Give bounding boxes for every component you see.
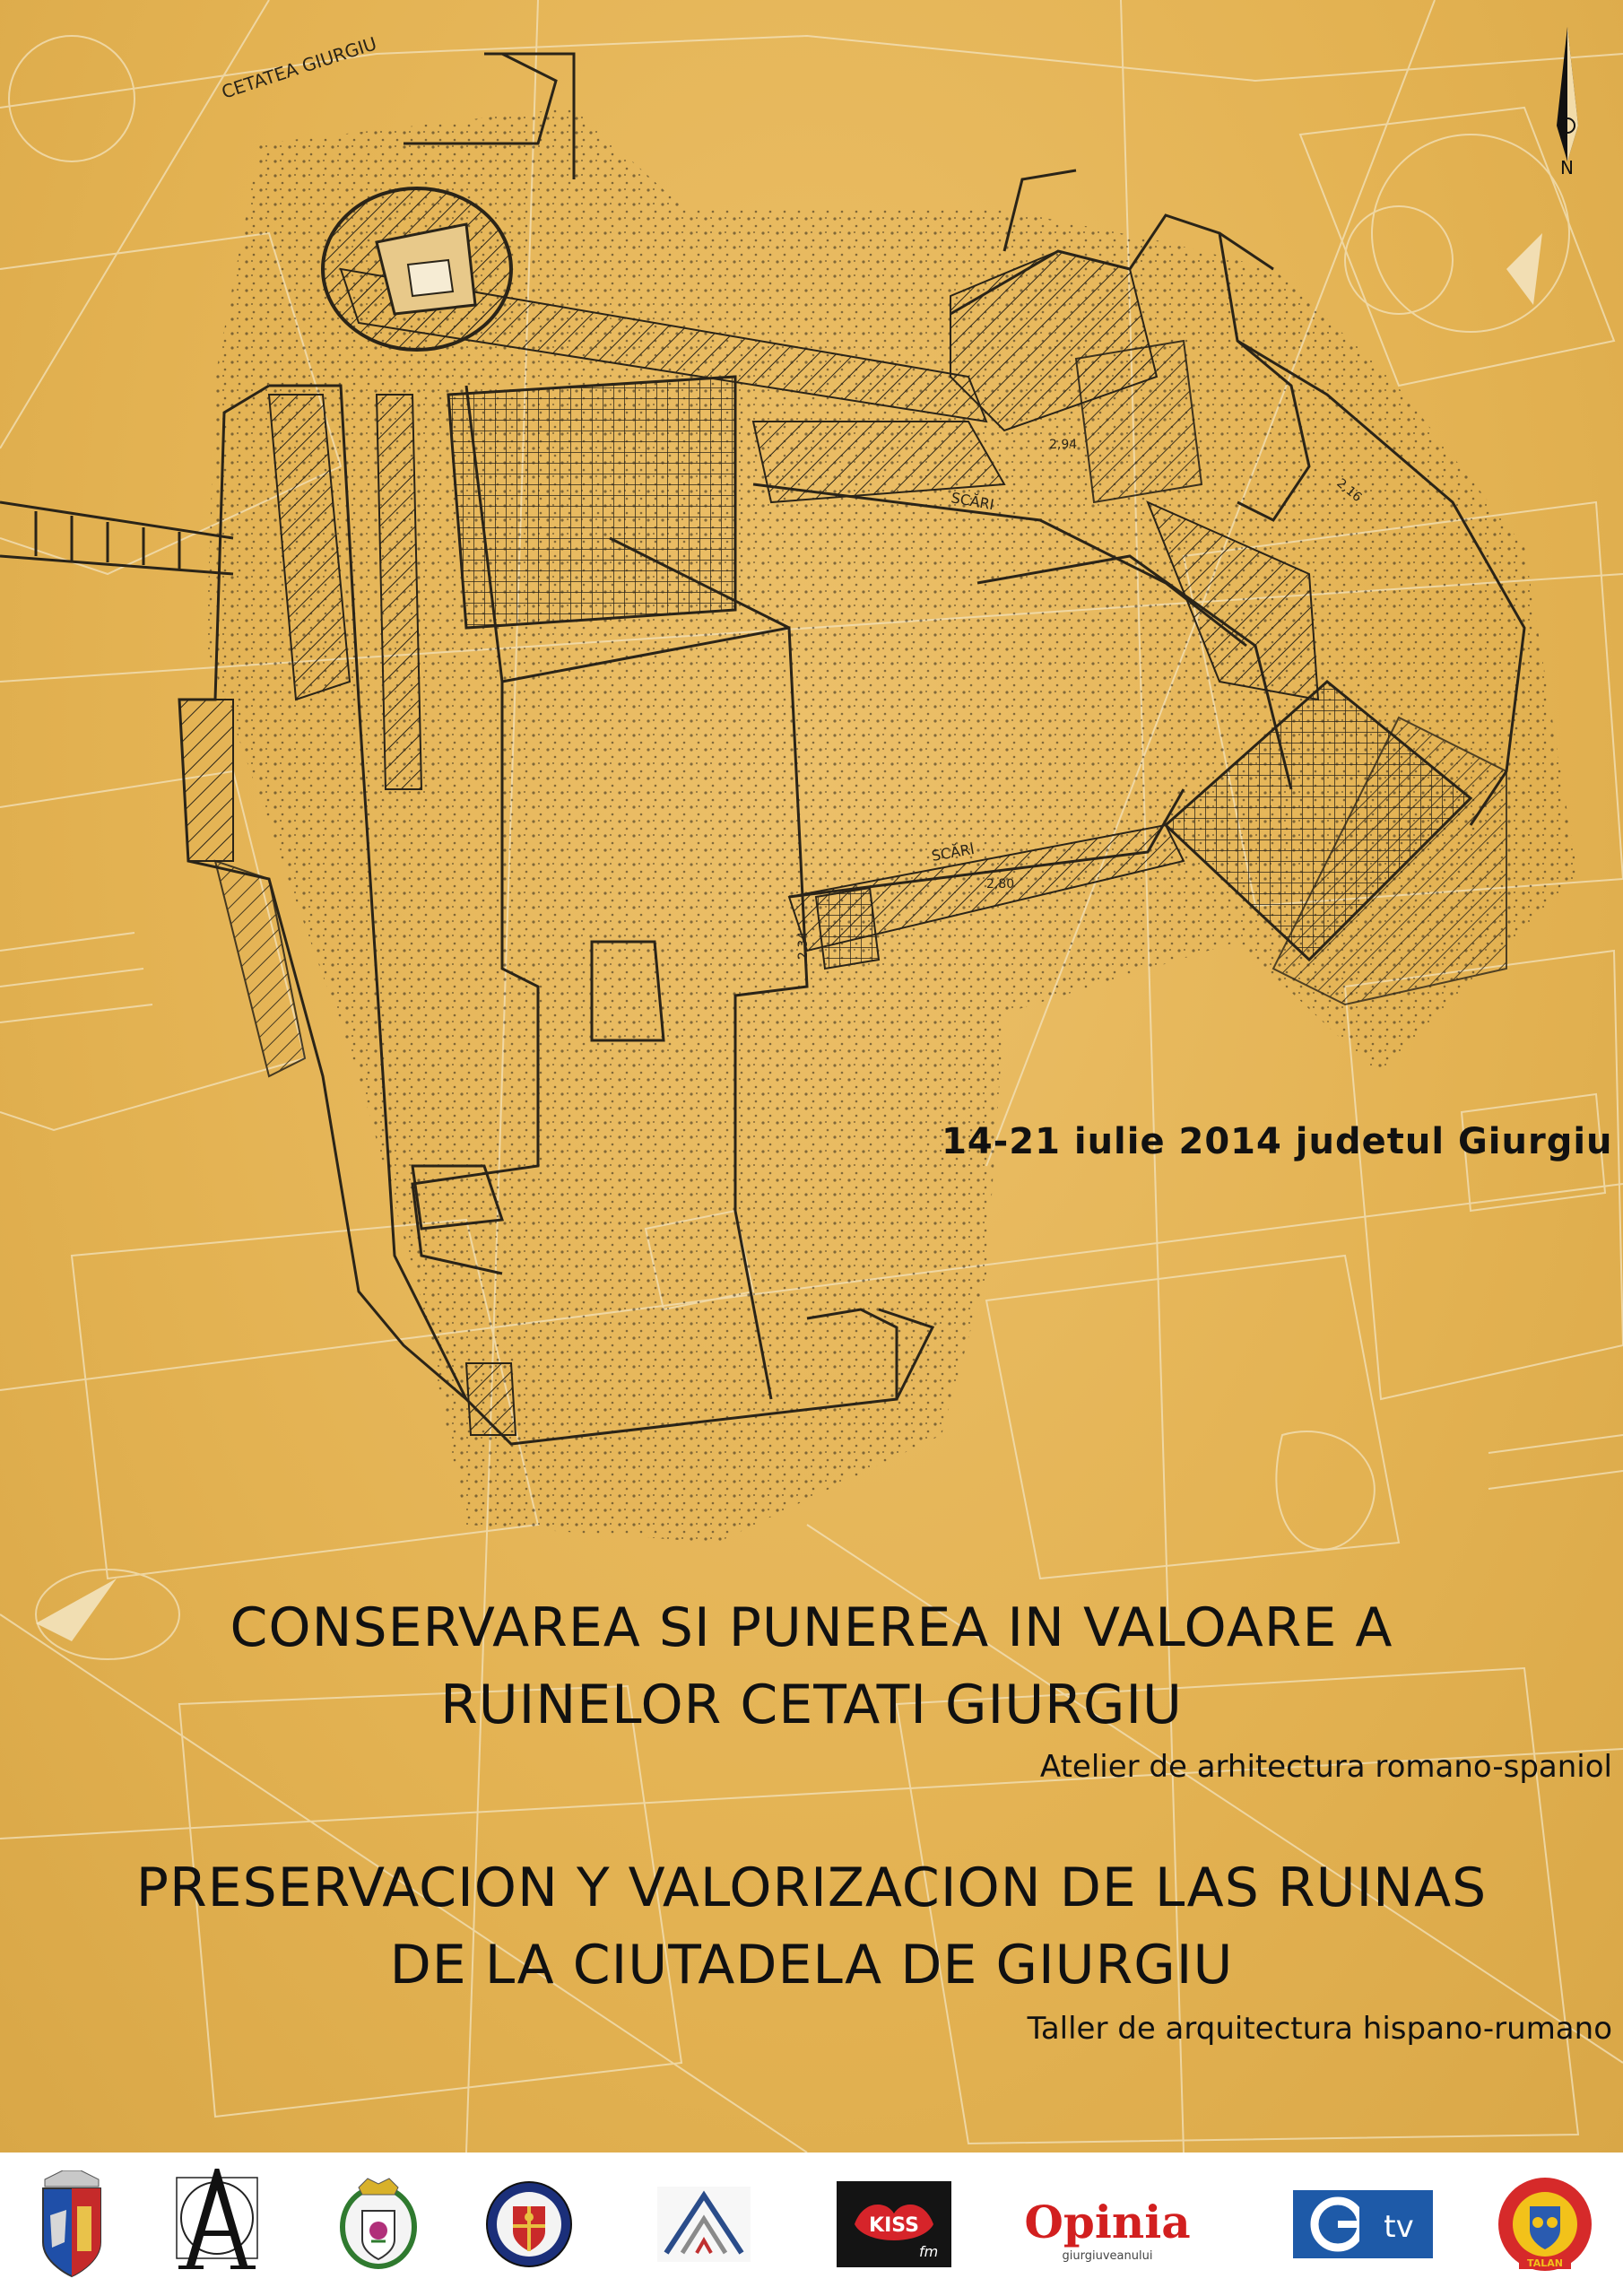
plan-note-dim-2: 2,80 xyxy=(986,877,1015,891)
spanish-town-crest-icon xyxy=(334,2169,423,2280)
clubul-de-teatru-talan-icon xyxy=(1496,2169,1594,2280)
svg-text:tv: tv xyxy=(1384,2209,1414,2245)
plan-label: CETATEA GIURGIU xyxy=(219,32,379,103)
svg-text:Opinia: Opinia xyxy=(1024,2196,1191,2248)
plan-note-stairs-2: SCĂRI xyxy=(930,839,976,865)
title-spanish-line2: DE LA CIUTADELA DE GIURGIU xyxy=(389,1934,1234,1996)
event-date-line: 14-21 iulie 2014 judetul Giurgiu xyxy=(942,1121,1613,1162)
svg-text:giurgiuveanului: giurgiuveanului xyxy=(1062,2249,1153,2263)
plan-note-dim-4: 2,16 xyxy=(1333,475,1365,506)
title-romanian-line1: CONSERVAREA SI PUNEREA IN VALOARE A xyxy=(230,1596,1393,1659)
university-seal-icon xyxy=(484,2169,574,2280)
subtitle-romanian: Atelier de arhitectura romano-spaniol xyxy=(1039,1749,1612,1785)
title-spanish-line1: PRESERVACION Y VALORIZACION DE LAS RUINAS xyxy=(135,1857,1488,1919)
giurgiu-coat-of-arms-icon xyxy=(36,2169,108,2280)
subtitle-spanish: Taller de arquitectura hispano-rumano xyxy=(1027,2011,1612,2047)
title-romanian-line2: RUINELOR CETATI GIURGIU xyxy=(440,1674,1183,1736)
kiss-fm-icon xyxy=(836,2169,952,2280)
svg-text:fm: fm xyxy=(919,2243,939,2260)
svg-text:KISS: KISS xyxy=(869,2214,919,2237)
giurgiu-tv-icon xyxy=(1291,2169,1435,2280)
plan-note-stairs-1: SCĂRI xyxy=(950,489,995,514)
opinia-newspaper-icon xyxy=(1013,2169,1202,2280)
sponsor-logo-strip xyxy=(0,2152,1623,2296)
architects-order-A-icon xyxy=(163,2169,271,2280)
architecture-triangle-icon xyxy=(655,2169,753,2280)
plan-note-dim-3: 2,34 xyxy=(796,931,811,960)
plan-note-dim-1: 2,94 xyxy=(1049,438,1078,452)
compass-label: N xyxy=(1560,157,1574,178)
svg-text:TALAN: TALAN xyxy=(1527,2257,1563,2269)
